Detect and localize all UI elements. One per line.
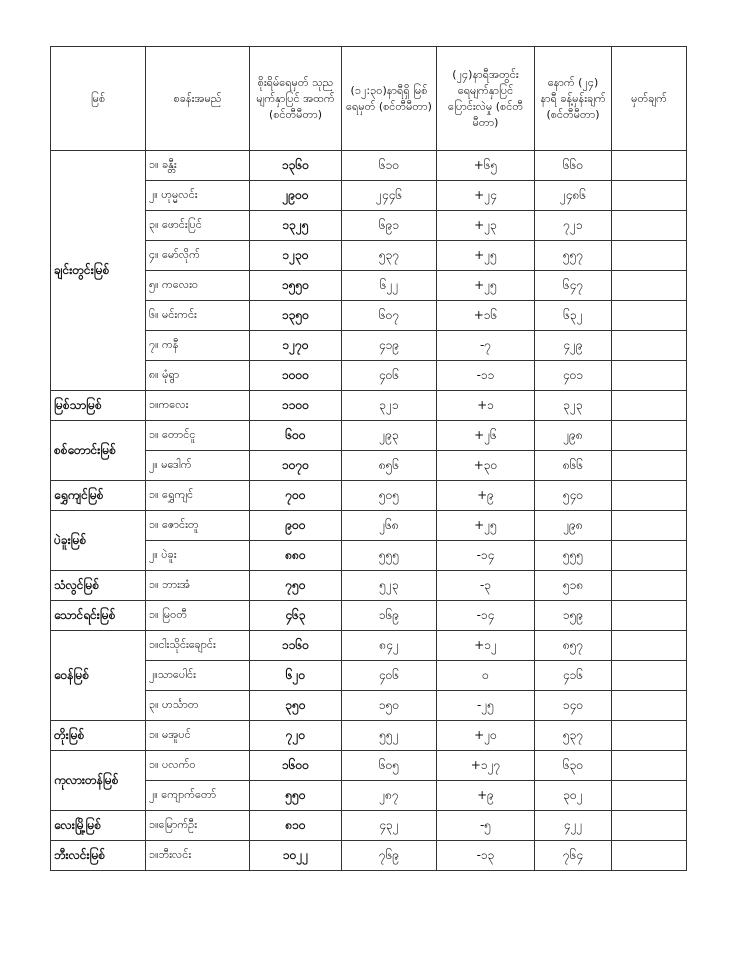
- danger-level-cell: ၁၁၆၀: [250, 631, 342, 661]
- river-name-cell: ကုလားတန်မြစ်: [51, 751, 146, 811]
- station-name-cell: ၂။ ကျောက်တော်: [146, 781, 250, 811]
- forecast-cell: ၆၃၀: [535, 751, 612, 781]
- river-name-cell: သောင်ရင်းမြစ်: [51, 601, 146, 631]
- change-cell: +၁: [437, 391, 535, 421]
- station-name-cell: ၅။ ကလေးဝ: [146, 271, 250, 301]
- forecast-cell: ၁၅၉: [535, 601, 612, 631]
- water-level-cell: ၈၄၂: [342, 631, 437, 661]
- water-level-cell: ၅၃၇: [342, 241, 437, 271]
- change-cell: +၂၀: [437, 721, 535, 751]
- table-row: [51, 421, 687, 451]
- remark-cell: [612, 331, 687, 361]
- station-name-cell: ၂။ မဒေါက်: [146, 451, 250, 481]
- forecast-cell: ၄၀၁: [535, 361, 612, 391]
- danger-level-cell: ၁၃၆၀: [250, 151, 342, 181]
- change-cell: +၁၂: [437, 631, 535, 661]
- remark-cell: [612, 451, 687, 481]
- remark-cell: [612, 391, 687, 421]
- remark-cell: [612, 271, 687, 301]
- table-row: [51, 631, 687, 661]
- river-name-cell: ဝေန်မြစ်: [51, 631, 146, 721]
- change-cell: -၁၄: [437, 541, 535, 571]
- water-level-cell: ၅၅၅: [342, 541, 437, 571]
- forecast-cell: ၅၅၅: [535, 541, 612, 571]
- remark-cell: [612, 481, 687, 511]
- river-name-cell: ချင်းတွင်းမြစ်: [51, 151, 146, 391]
- table-row: [51, 751, 687, 781]
- danger-level-cell: ၁၃၅၀: [250, 301, 342, 331]
- danger-level-cell: ၇၅၀: [250, 571, 342, 601]
- table-row: [51, 781, 687, 811]
- change-cell: +၂၆: [437, 421, 535, 451]
- river-name-cell: ရွှေကျင်မြစ်: [51, 481, 146, 511]
- danger-level-cell: ၄၆၃: [250, 601, 342, 631]
- station-name-cell: ၆။ မင်းကင်း: [146, 301, 250, 331]
- river-name-cell: လေးမြို့မြစ်: [51, 811, 146, 841]
- change-cell: +၂၅: [437, 271, 535, 301]
- remark-cell: [612, 151, 687, 181]
- water-level-cell: ၅၅၂: [342, 721, 437, 751]
- danger-level-cell: ၁၃၂၅: [250, 211, 342, 241]
- danger-level-cell: ၁၀၂၂: [250, 841, 342, 871]
- table-body: [51, 151, 687, 871]
- station-name-cell: ၂။ ဟုမ္မလင်း: [146, 181, 250, 211]
- danger-level-cell: ၁၀၇၀: [250, 451, 342, 481]
- forecast-cell: ၂၉၈: [535, 421, 612, 451]
- table-row: [51, 481, 687, 511]
- forecast-cell: ၅၄၀: [535, 481, 612, 511]
- forecast-cell: ၈၅၇: [535, 631, 612, 661]
- danger-level-cell: ၈၈၀: [250, 541, 342, 571]
- remark-cell: [612, 541, 687, 571]
- water-level-cell: ၆၁၀: [342, 151, 437, 181]
- table-row: [51, 721, 687, 751]
- station-name-cell: ၈။ မုံရွာ: [146, 361, 250, 391]
- change-cell: +၉: [437, 781, 535, 811]
- danger-level-cell: ၁၆၀၀: [250, 751, 342, 781]
- remark-cell: [612, 361, 687, 391]
- station-name-cell: ၁။ ဘားအံ: [146, 571, 250, 601]
- water-level-cell: ၁၆၉: [342, 601, 437, 631]
- header-cell-forecast: နောက် (၂၄) နာရီ ခန့်မှန်းချက် (စင်တီမီတာ): [535, 47, 612, 151]
- forecast-cell: ၃၂၃: [535, 391, 612, 421]
- danger-level-cell: ၇၀၀: [250, 481, 342, 511]
- danger-level-cell: ၂၉၀၀: [250, 181, 342, 211]
- forecast-cell: ၇၂၁: [535, 211, 612, 241]
- remark-cell: [612, 421, 687, 451]
- header-cell-river: မြစ်: [51, 47, 146, 151]
- remark-cell: [612, 811, 687, 841]
- table-row: [51, 271, 687, 301]
- table-row: [51, 811, 687, 841]
- remark-cell: [612, 751, 687, 781]
- station-name-cell: ၁။ ခန္တီး: [146, 151, 250, 181]
- remark-cell: [612, 631, 687, 661]
- water-level-cell: ၁၅၀: [342, 691, 437, 721]
- remark-cell: [612, 691, 687, 721]
- change-cell: -၁၄: [437, 601, 535, 631]
- water-level-cell: ၆၀၇: [342, 301, 437, 331]
- change-cell: +၂၄: [437, 181, 535, 211]
- water-level-cell: ၄၀၆: [342, 361, 437, 391]
- remark-cell: [612, 211, 687, 241]
- station-name-cell: ၁။ မြဝတီ: [146, 601, 250, 631]
- water-level-cell: ၂၉၃: [342, 421, 437, 451]
- danger-level-cell: ၁၁၀၀: [250, 391, 342, 421]
- forecast-cell: ၁၄၀: [535, 691, 612, 721]
- table-row: [51, 601, 687, 631]
- table-row: [51, 511, 687, 541]
- remark-cell: [612, 661, 687, 691]
- change-cell: +၃၀: [437, 451, 535, 481]
- table-row: [51, 571, 687, 601]
- forecast-cell: ၂၄၈၆: [535, 181, 612, 211]
- remark-cell: [612, 571, 687, 601]
- remark-cell: [612, 721, 687, 751]
- station-name-cell: ၄။ မော်လိုက်: [146, 241, 250, 271]
- station-name-cell: ၁။ မအူပင်: [146, 721, 250, 751]
- forecast-cell: ၆၆၀: [535, 151, 612, 181]
- table-row: [51, 541, 687, 571]
- station-name-cell: ၃။ ဟင်္သာတ: [146, 691, 250, 721]
- table-row: [51, 241, 687, 271]
- forecast-cell: ၄၂၂: [535, 811, 612, 841]
- station-name-cell: ၁။ဘီးလင်း: [146, 841, 250, 871]
- station-name-cell: ၁။ တောင်ငူ: [146, 421, 250, 451]
- change-cell: +၂၃: [437, 211, 535, 241]
- header-cell-station: စခန်းအမည်: [146, 47, 250, 151]
- forecast-cell: ၈၆၆: [535, 451, 612, 481]
- station-name-cell: ၁။ ရွှေကျင်: [146, 481, 250, 511]
- forecast-cell: ၆၃၂: [535, 301, 612, 331]
- header-row: [51, 47, 687, 151]
- water-level-cell: ၆၂၂: [342, 271, 437, 301]
- danger-level-cell: ၁၀၀၀: [250, 361, 342, 391]
- remark-cell: [612, 181, 687, 211]
- river-name-cell: မြစ်သာမြစ်: [51, 391, 146, 421]
- change-cell: -၁၃: [437, 841, 535, 871]
- station-name-cell: ၁။ ဇောင်းတူ: [146, 511, 250, 541]
- river-name-cell: ဘီးလင်းမြစ်: [51, 841, 146, 871]
- forecast-cell: ၅၃၇: [535, 721, 612, 751]
- change-cell: +၂၅: [437, 511, 535, 541]
- river-level-table: [50, 46, 687, 871]
- table-row: [51, 301, 687, 331]
- remark-cell: [612, 781, 687, 811]
- remark-cell: [612, 241, 687, 271]
- danger-level-cell: ၁၂၇၀: [250, 331, 342, 361]
- water-level-cell: ၆၀၅: [342, 751, 437, 781]
- danger-level-cell: ၆၀၀: [250, 421, 342, 451]
- station-name-cell: ၁။ကလေး: [146, 391, 250, 421]
- river-name-cell: စစ်တောင်းမြစ်: [51, 421, 146, 481]
- change-cell: ၀: [437, 661, 535, 691]
- table-row: [51, 391, 687, 421]
- change-cell: -၃: [437, 571, 535, 601]
- water-level-cell: ၅၂၃: [342, 571, 437, 601]
- table-row: [51, 361, 687, 391]
- forecast-cell: ၅၅၇: [535, 241, 612, 271]
- remark-cell: [612, 841, 687, 871]
- water-level-cell: ၄၀၆: [342, 661, 437, 691]
- danger-level-cell: ၆၂၀: [250, 661, 342, 691]
- table-row: [51, 841, 687, 871]
- water-level-cell: ၅၀၅: [342, 481, 437, 511]
- change-cell: -၅: [437, 811, 535, 841]
- table-row: [51, 331, 687, 361]
- table-row: [51, 211, 687, 241]
- table-row: [51, 151, 687, 181]
- table-row: [51, 661, 687, 691]
- remark-cell: [612, 511, 687, 541]
- forecast-cell: ၇၆၄: [535, 841, 612, 871]
- remark-cell: [612, 601, 687, 631]
- station-name-cell: ၇။ ကနီ: [146, 331, 250, 361]
- water-level-cell: ၂၆၈: [342, 511, 437, 541]
- change-cell: +၁၂၇: [437, 751, 535, 781]
- station-name-cell: ၂။ ပဲခူး: [146, 541, 250, 571]
- change-cell: +၂၅: [437, 241, 535, 271]
- river-name-cell: ပဲခူးမြစ်: [51, 511, 146, 571]
- water-level-cell: ၈၅၆: [342, 451, 437, 481]
- header-cell-current-level: (၁၂:၃၀)နာရီရှိ မြစ်ရေမှတ် (စင်တီမီတာ): [342, 47, 437, 151]
- change-cell: -၂၅: [437, 691, 535, 721]
- water-level-cell: ၇၆၉: [342, 841, 437, 871]
- water-level-cell: ၄၁၉: [342, 331, 437, 361]
- water-level-cell: ၄၃၂: [342, 811, 437, 841]
- station-name-cell: ၁။ ပလက်ဝ: [146, 751, 250, 781]
- water-level-cell: ၂၈၇: [342, 781, 437, 811]
- river-name-cell: သံလွင်မြစ်: [51, 571, 146, 601]
- station-name-cell: ၁။မြောက်ဦး: [146, 811, 250, 841]
- danger-level-cell: ၁၅၅၀: [250, 271, 342, 301]
- forecast-cell: ၃၀၂: [535, 781, 612, 811]
- change-cell: -၁၁: [437, 361, 535, 391]
- water-level-cell: ၃၂၁: [342, 391, 437, 421]
- river-name-cell: တိုးမြစ်: [51, 721, 146, 751]
- header-cell-danger-level: စိုးရိမ်ရေမှတ် သုညမျက်နှာပြင် အထက် (စင်တီမီတာ): [250, 47, 342, 151]
- remark-cell: [612, 301, 687, 331]
- station-name-cell: ၁။ငါးသိုင်းချောင်း: [146, 631, 250, 661]
- station-name-cell: ၂။သာပေါင်း: [146, 661, 250, 691]
- water-level-cell: ၂၄၄၆: [342, 181, 437, 211]
- change-cell: +၉: [437, 481, 535, 511]
- danger-level-cell: ၅၅၀: [250, 781, 342, 811]
- danger-level-cell: ၇၂၀: [250, 721, 342, 751]
- forecast-cell: ၆၄၇: [535, 271, 612, 301]
- danger-level-cell: ၃၅၀: [250, 691, 342, 721]
- change-cell: +၁၆: [437, 301, 535, 331]
- table-row: [51, 691, 687, 721]
- change-cell: +၆၅: [437, 151, 535, 181]
- header-cell-24h-change: (၂၄)နာရီအတွင်း ရေမျက်နှာပြင် ပြောင်းလဲမှု (စင်တီမီတာ): [437, 47, 535, 151]
- forecast-cell: ၄၂၉: [535, 331, 612, 361]
- danger-level-cell: ၁၂၃၀: [250, 241, 342, 271]
- station-name-cell: ၃။ ဖောင်းပြင်: [146, 211, 250, 241]
- table-row: [51, 181, 687, 211]
- danger-level-cell: ၉၀၀: [250, 511, 342, 541]
- danger-level-cell: ၈၁၀: [250, 811, 342, 841]
- header-cell-remark: မှတ်ချက်: [612, 47, 687, 151]
- change-cell: -၇: [437, 331, 535, 361]
- forecast-cell: ၅၁၈: [535, 571, 612, 601]
- table-row: [51, 451, 687, 481]
- water-level-cell: ၆၉၁: [342, 211, 437, 241]
- forecast-cell: ၂၉၈: [535, 511, 612, 541]
- forecast-cell: ၄၁၆: [535, 661, 612, 691]
